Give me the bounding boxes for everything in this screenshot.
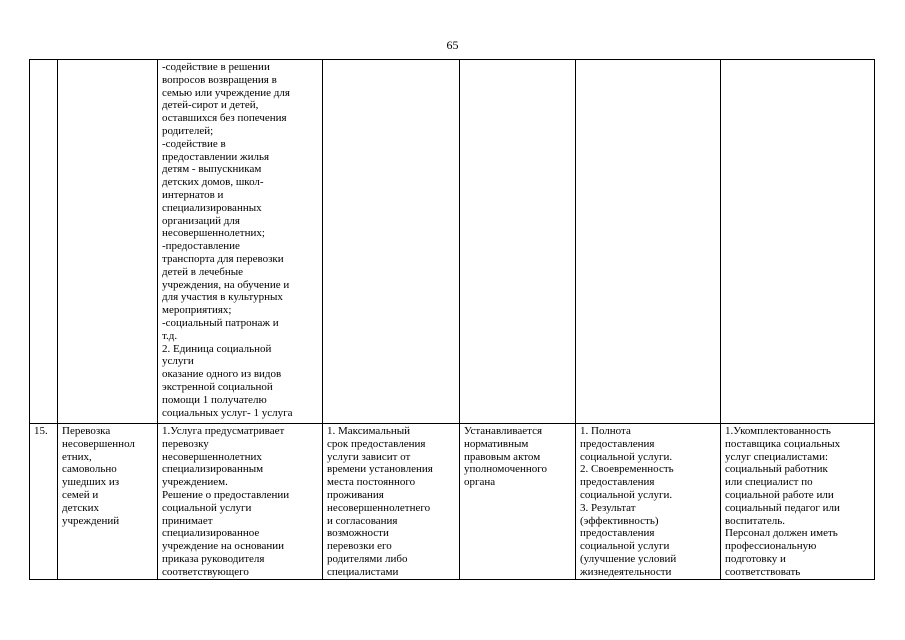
cell-rate: [460, 60, 576, 424]
cell-service-name: [58, 60, 158, 424]
cell-service-description: 1.Услуга предусматривает перевозку несовершеннолетних специализированным учреждением. Решение о предоставлении социальной услуги принимает специализированное учреждение на основании приказа руководителя соответствующего: [158, 424, 323, 580]
cell-conditions: 1.Укомплектованность поставщика социальных услуг специалистами: социальный работник или специалист по социальной работе или социальный педагог или воспитатель. Персонал должен иметь профессиональную подготовку и соответствовать: [721, 424, 875, 580]
cell-conditions: [721, 60, 875, 424]
services-table: [29, 59, 875, 580]
cell-rate: Устанавливается нормативным правовым актом уполномоченного органа: [460, 424, 576, 580]
table-row-continuation: [30, 60, 875, 424]
cell-timeframe: [323, 60, 460, 424]
cell-service-name: Перевозка несовершеннол етних, самовольно ушедших из семей и детских учреждений: [58, 424, 158, 580]
cell-number: 15.: [30, 424, 58, 580]
cell-number: [30, 60, 58, 424]
cell-quality-indicators: [576, 60, 721, 424]
table-row-15: [30, 424, 875, 580]
page-number: 65: [446, 38, 459, 52]
cell-quality-indicators: 1. Полнота предоставления социальной услуги. 2. Своевременность предоставления социальной услуги. 3. Результат (эффективность) предоставления социальной услуги (улучшение условий жизнедеятельности: [576, 424, 721, 580]
cell-service-description: -содействие в решении вопросов возвращения в семью или учреждение для детей-сирот и детей, оставшихся без попечения родителей; -содействие в предоставлении жилья детям - выпускникам детских домов, школ- интернатов и специализированных организаций для несовершеннолетних; -предоставление транспорта для перевозки детей в лечебные учреждения, на обучение и для участия в культурных мероприятиях; -социальный патронаж и т.д. 2. Единица социальной услуги оказание одного из видов экстренной социальной помощи 1 получателю социальных услуг- 1 услуга: [158, 60, 323, 424]
cell-timeframe: 1. Максимальный срок предоставления услуги зависит от времени установления места постоянного проживания несовершеннолетнего и согласования возможности перевозки его родителями либо специалистами: [323, 424, 460, 580]
